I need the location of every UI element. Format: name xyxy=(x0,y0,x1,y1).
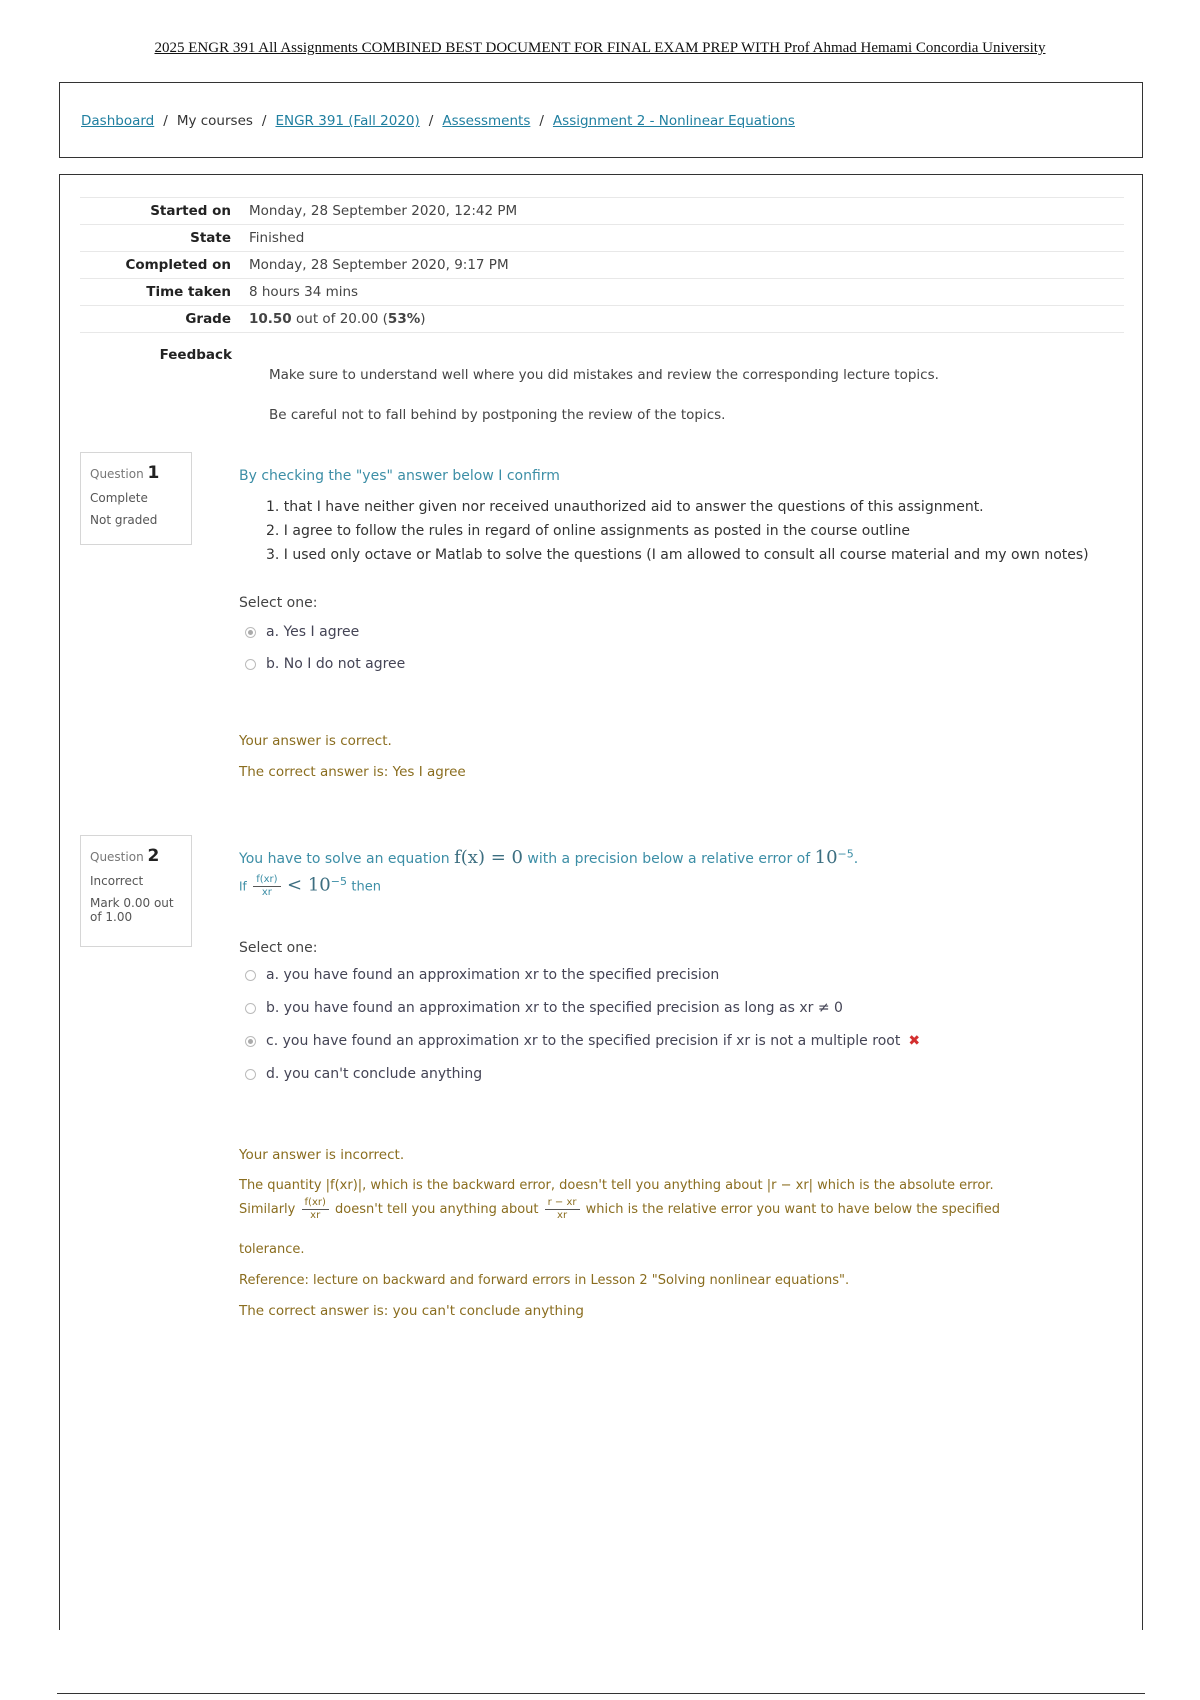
question-2-info: Question 2 Incorrect Mark 0.00 out of 1.00 xyxy=(80,835,192,947)
question-2-explanation-2: Similarly $\frac{f(xr)}{xr}$ doesn't tell you anything about $\frac{r - xr}{xr}$ which is the relative error you want to have below the specified xyxy=(239,1197,1000,1221)
question-2-explanation-3: tolerance. xyxy=(239,1242,305,1257)
radio-selected-icon[interactable] xyxy=(245,1036,256,1047)
question-2-reference: Reference: lecture on backward and forward errors in Lesson 2 "Solving nonlinear equations". xyxy=(239,1273,850,1288)
question-1-grade: Not graded xyxy=(90,513,158,527)
question-1-info: Question 1 Complete Not graded xyxy=(80,452,192,545)
breadcrumb-assessments[interactable]: Assessments xyxy=(442,113,531,129)
breadcrumb-bar xyxy=(59,82,1143,158)
question-1-select-label: Select one: xyxy=(239,595,318,611)
time-taken-value: 8 hours 34 mins xyxy=(249,284,359,300)
started-on-value: Monday, 28 September 2020, 12:42 PM xyxy=(249,203,518,219)
radio-icon[interactable] xyxy=(245,659,256,670)
question-2-option-c[interactable]: c. you have found an approximation xr to the specified precision if xr is not a multiple root ✖ xyxy=(245,1033,920,1049)
radio-icon[interactable] xyxy=(245,1069,256,1080)
question-2-status: Incorrect xyxy=(90,874,144,888)
quiz-review-panel xyxy=(59,174,1143,1630)
attempt-summary: Started on Monday, 28 September 2020, 12:42 PM State Finished Completed on Monday, 28 September 2020, 9:17 PM Time taken 8 hours 34 mins Grade 10.50 out of 20.00 (53%) Feedback Make sure to understand well where you did mistakes and review the corresponding lecture topics. Be careful not to fall behind by postponing the review of the topics. xyxy=(80,197,1124,333)
question-2-condition: If $\frac{f(xr)}{xr}$ < $10^{-5}$ then xyxy=(239,874,381,898)
question-2-correct-answer: The correct answer is: you can't conclude anything xyxy=(239,1303,584,1319)
radio-icon[interactable] xyxy=(245,970,256,981)
page-bottom-rule xyxy=(57,1693,1145,1694)
document-title: 2025 ENGR 391 All Assignments COMBINED BEST DOCUMENT FOR FINAL EXAM PREP WITH Prof Ahmad Hemami Concordia University xyxy=(154,40,1046,56)
question-1-statements: 1. that I have neither given nor received unauthorized aid to answer the questions of this assignment. 2. I agree to follow the rules in regard of online assignments as posted in the course outline 3. I used only octave or Matlab to solve the questions (I am allowed to consult all course material and my own notes) xyxy=(266,499,1089,563)
completed-on-value: Monday, 28 September 2020, 9:17 PM xyxy=(249,257,509,273)
question-2-explanation-1: The quantity |f(xr)|, which is the backward error, doesn't tell you anything about |r − xr| which is the absolute error. xyxy=(239,1178,994,1193)
incorrect-icon: ✖ xyxy=(908,1033,921,1049)
question-1-correct-answer: The correct answer is: Yes I agree xyxy=(239,764,466,780)
question-1-result: Your answer is correct. xyxy=(239,733,392,749)
question-2-option-a[interactable]: a. you have found an approximation xr to the specified precision xyxy=(245,967,719,983)
question-2-prompt: You have to solve an equation f(x) = 0 with a precision below a relative error of $10^{-5}$. xyxy=(239,847,859,868)
breadcrumb-assignment[interactable]: Assignment 2 - Nonlinear Equations xyxy=(552,113,795,129)
breadcrumb-course[interactable]: ENGR 391 (Fall 2020) xyxy=(275,113,420,129)
question-2-select-label: Select one: xyxy=(239,940,318,956)
breadcrumb-my-courses: My courses xyxy=(176,113,253,129)
question-2-grade: Mark 0.00 out of 1.00 xyxy=(90,896,174,924)
question-2-option-b[interactable]: b. you have found an approximation xr to the specified precision as long as xr ≠ 0 xyxy=(245,1000,843,1016)
breadcrumb-dashboard[interactable]: Dashboard xyxy=(81,113,155,129)
feedback-text-1: Make sure to understand well where you did mistakes and review the corresponding lecture topics. xyxy=(269,367,939,383)
breadcrumb: Dashboard / My courses / ENGR 391 (Fall 2020) / Assessments / Assignment 2 - Nonlinear Equations xyxy=(81,113,795,129)
question-1-option-b[interactable]: b. No I do not agree xyxy=(245,656,405,672)
feedback-text-2: Be careful not to fall behind by postponing the review of the topics. xyxy=(269,407,726,423)
question-1-option-a[interactable]: a. Yes I agree xyxy=(245,624,359,640)
state-value: Finished xyxy=(249,230,305,246)
question-2-option-d[interactable]: d. you can't conclude anything xyxy=(245,1066,482,1082)
radio-icon[interactable] xyxy=(245,1003,256,1014)
feedback-label: Feedback xyxy=(159,347,232,363)
question-1-prompt: By checking the "yes" answer below I confirm xyxy=(239,468,560,484)
question-2-result: Your answer is incorrect. xyxy=(239,1147,405,1163)
grade-value: 10.50 out of 20.00 (53%) xyxy=(249,311,426,327)
question-1-status: Complete xyxy=(90,491,148,505)
radio-selected-icon[interactable] xyxy=(245,627,256,638)
